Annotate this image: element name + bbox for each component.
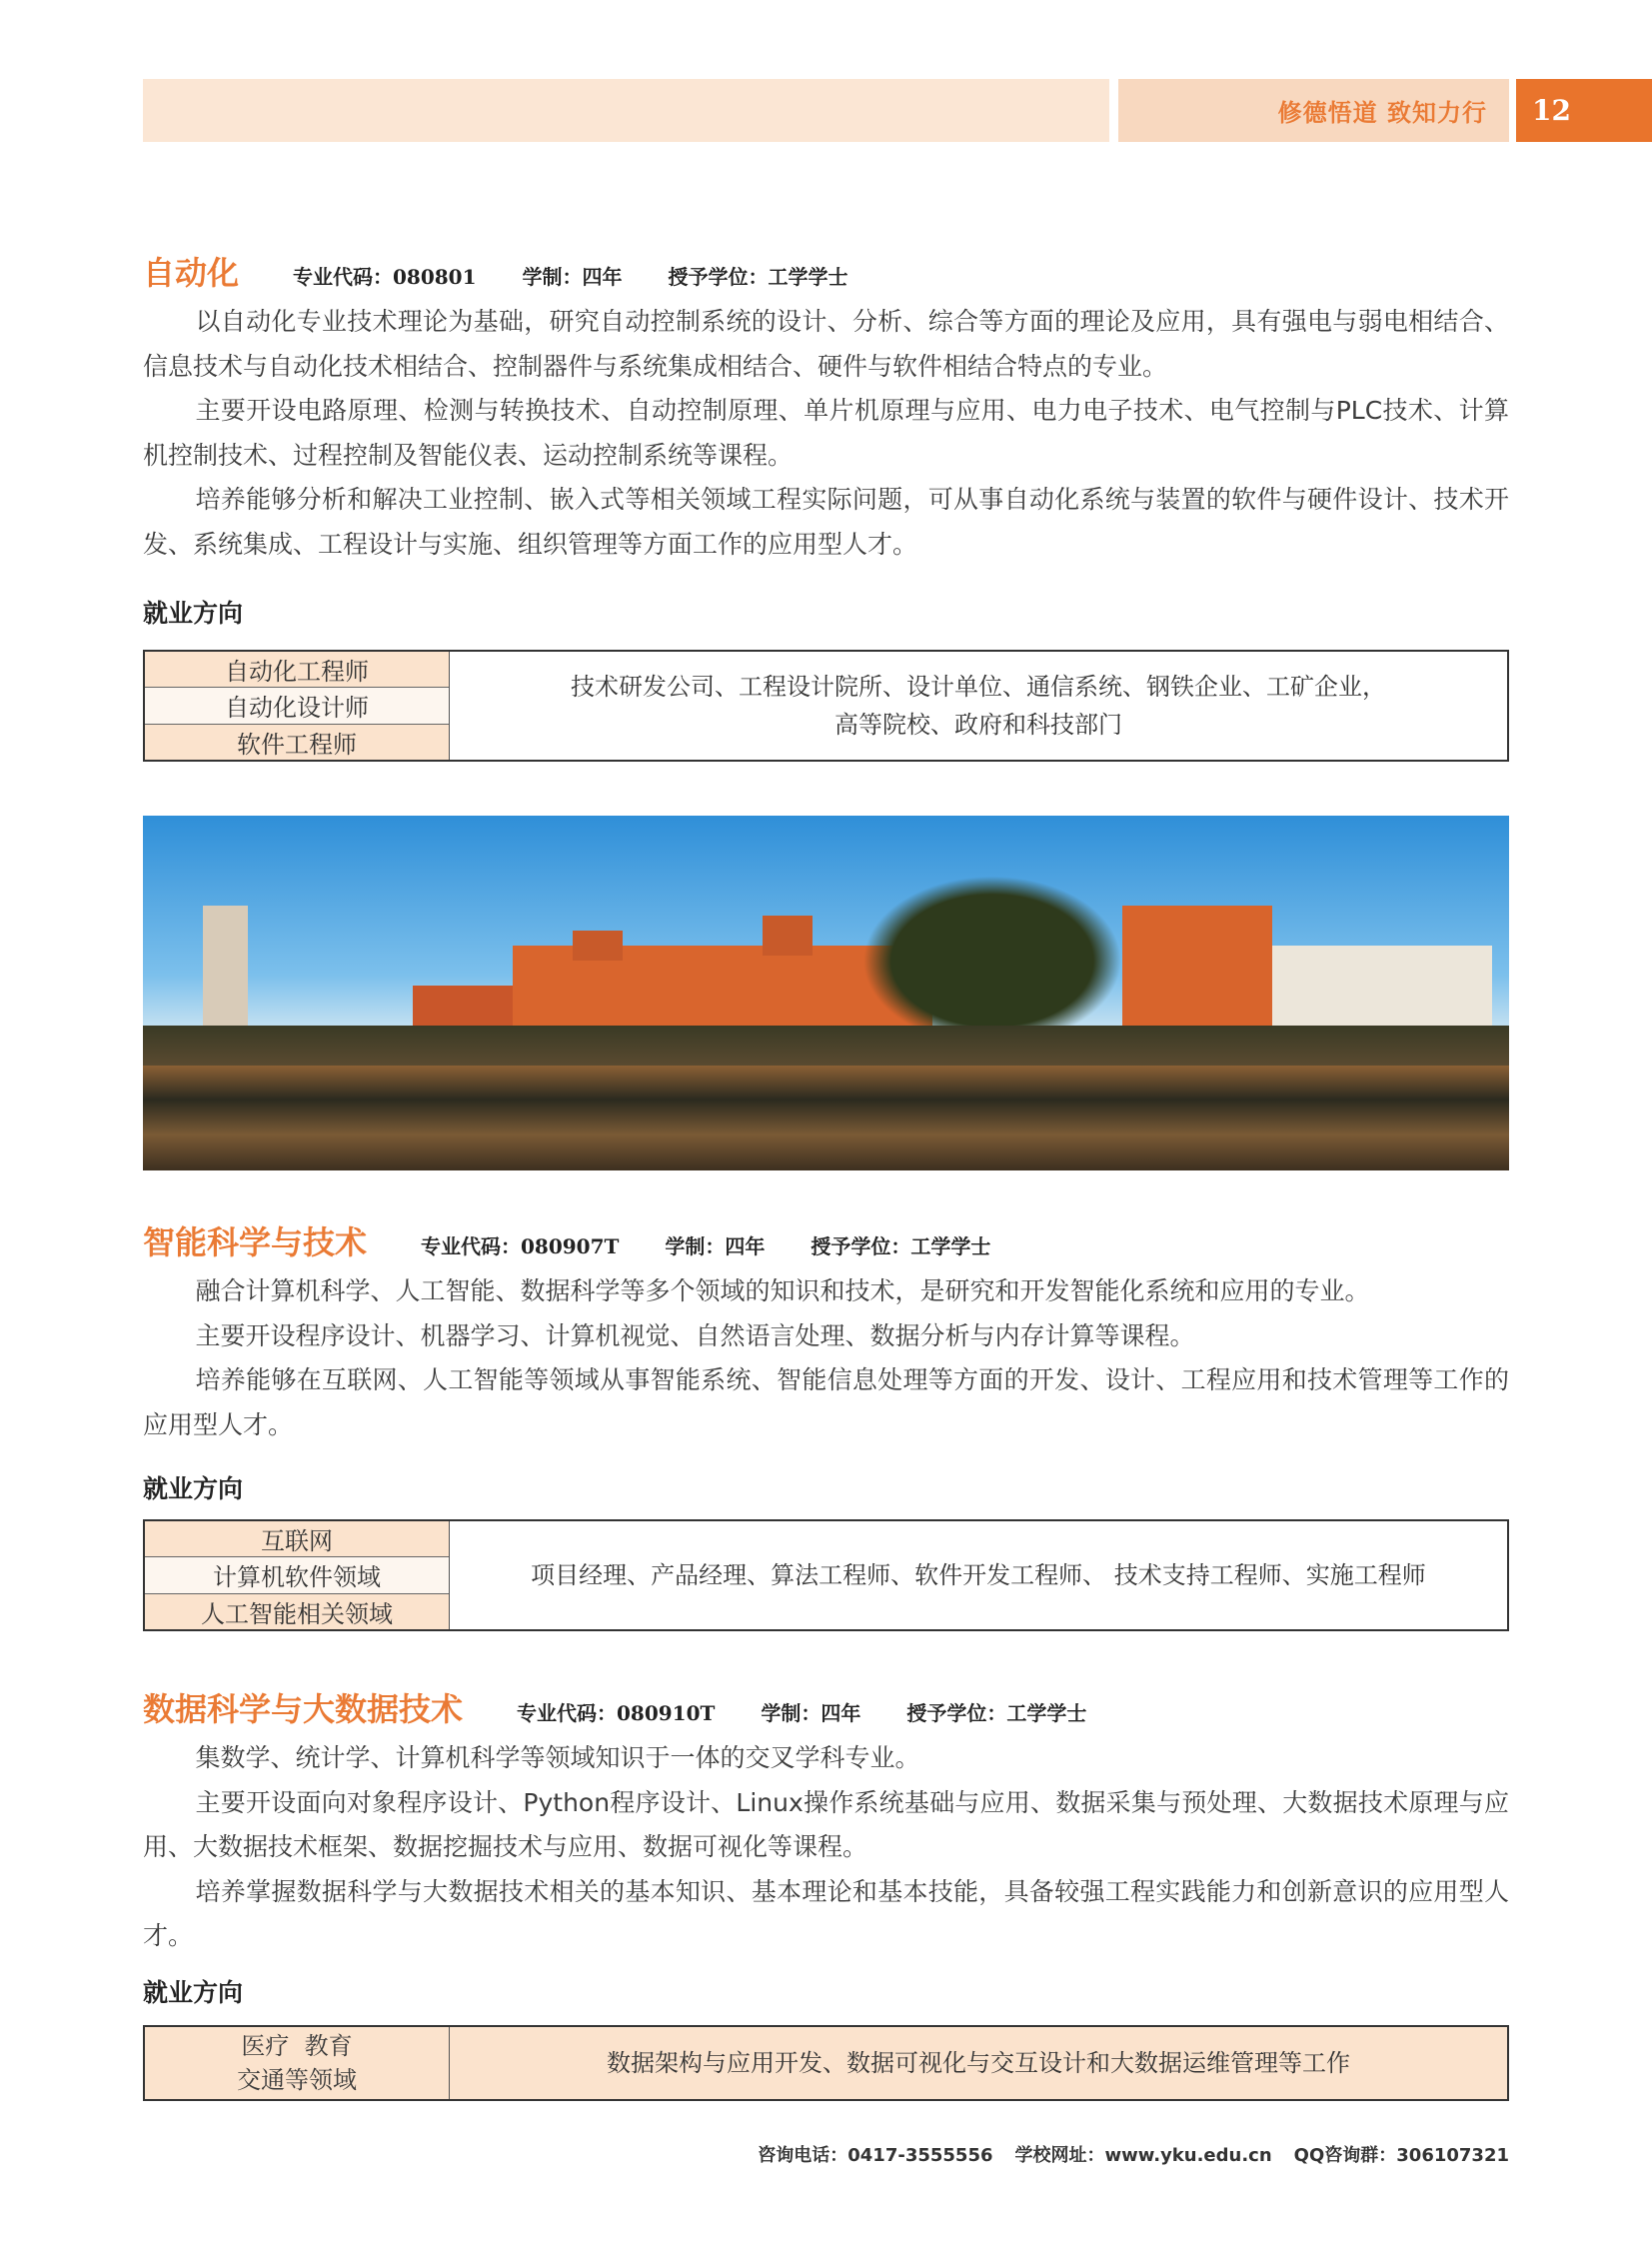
footer-phone: 咨询电话：0417-3555556 (758, 2145, 993, 2166)
employment-table (143, 1519, 1509, 1631)
campus-photo (143, 816, 1509, 1170)
destination-text: 数据架构与应用开发、数据可视化与交互设计和大数据运维管理等工作 (607, 2049, 1350, 2077)
employment-heading: 就业方向 (143, 1977, 244, 2007)
footer-qq: QQ咨询群：306107321 (1293, 2145, 1509, 2166)
section-data-science (143, 1684, 1509, 2009)
section-automation (143, 248, 1509, 630)
major-code: 专业代码：080801 (293, 265, 477, 289)
paragraph: 主要开设面向对象程序设计、Python程序设计、Linux操作系统基础与应用、数据采集与预处理、大数据技术原理与应用、大数据技术框架、数据挖掘技术与应用、数据可视化等课程。 (143, 1787, 1509, 1862)
employment-table (143, 650, 1509, 762)
duration: 学制：四年 (522, 265, 623, 289)
major-code: 专业代码：080910T (517, 1701, 716, 1725)
degree: 授予学位：工学学士 (668, 265, 848, 289)
role-cell: 人工智能相关领域 (145, 1594, 449, 1629)
paragraph: 融合计算机科学、人工智能、数据科学等多个领域的知识和技术，是研究和开发智能化系统和应用的专业。 (195, 1276, 1370, 1305)
section-title: 数据科学与大数据技术 (143, 1690, 464, 1728)
paragraph: 培养能够分析和解决工业控制、嵌入式等相关领域工程实际问题，可从事自动化系统与装置的软件与硬件设计、技术开发、系统集成、工程设计与实施、组织管理等方面工作的应用型人才。 (143, 485, 1509, 559)
role-cell: 自动化工程师 (145, 652, 449, 688)
paragraph: 主要开设电路原理、检测与转换技术、自动控制原理、单片机原理与应用、电力电子技术、电气控制与PLC技术、计算机控制技术、过程控制及智能仪表、运动控制系统等课程。 (143, 396, 1509, 470)
role-cell: 互联网 (145, 1521, 449, 1557)
paragraph: 以自动化专业技术理论为基础，研究自动控制系统的设计、分析、综合等方面的理论及应用，具有强电与弱电相结合、信息技术与自动化技术相结合、控制器件与系统集成相结合、硬件与软件相结合特点的专业。 (143, 307, 1509, 381)
duration: 学制：四年 (665, 1234, 766, 1258)
section-title: 智能科学与技术 (143, 1223, 368, 1261)
destination-text: 高等院校、政府和科技部门 (834, 711, 1122, 739)
paragraph: 主要开设程序设计、机器学习、计算机视觉、自然语言处理、数据分析与内存计算等课程。 (195, 1320, 1195, 1350)
role-cell: 医疗 教育 (241, 2032, 353, 2060)
page-number: 12 (1532, 94, 1571, 127)
degree: 授予学位：工学学士 (906, 1701, 1087, 1725)
employment-table (143, 2025, 1509, 2101)
duration: 学制：四年 (761, 1701, 861, 1725)
destination-text: 技术研发公司、工程设计院所、设计单位、通信系统、钢铁企业、工矿企业， (571, 673, 1386, 701)
section-intelligent-science (143, 1217, 1509, 1505)
paragraph: 集数学、统计学、计算机科学等领域知识于一体的交叉学科专业。 (195, 1743, 920, 1772)
role-cell: 交通等领域 (237, 2066, 357, 2094)
employment-heading: 就业方向 (143, 598, 244, 628)
role-cell: 计算机软件领域 (145, 1557, 449, 1593)
employment-heading: 就业方向 (143, 1474, 244, 1504)
paragraph: 培养掌握数据科学与大数据技术相关的基本知识、基本理论和基本技能，具备较强工程实践能力和创新意识的应用型人才。 (143, 1876, 1509, 1951)
destination-text: 项目经理、产品经理、算法工程师、软件开发工程师、 技术支持工程师、实施工程师 (531, 1561, 1426, 1589)
page-number-band (1516, 79, 1652, 142)
header-motto-band (1118, 79, 1509, 142)
role-cell: 软件工程师 (145, 725, 449, 760)
role-cell: 自动化设计师 (145, 688, 449, 724)
major-code: 专业代码：080907T (421, 1234, 620, 1258)
header-band (143, 79, 1109, 142)
footer-website: 学校网址：www.yku.edu.cn (1014, 2145, 1272, 2166)
footer-contact (736, 2141, 1509, 2167)
paragraph: 培养能够在互联网、人工智能等领域从事智能系统、智能信息处理等方面的开发、设计、工程应用和技术管理等工作的应用型人才。 (143, 1365, 1509, 1439)
section-title: 自动化 (143, 254, 240, 292)
motto: 修德悟道 致知力行 (1277, 99, 1487, 127)
degree: 授予学位：工学学士 (811, 1234, 991, 1258)
